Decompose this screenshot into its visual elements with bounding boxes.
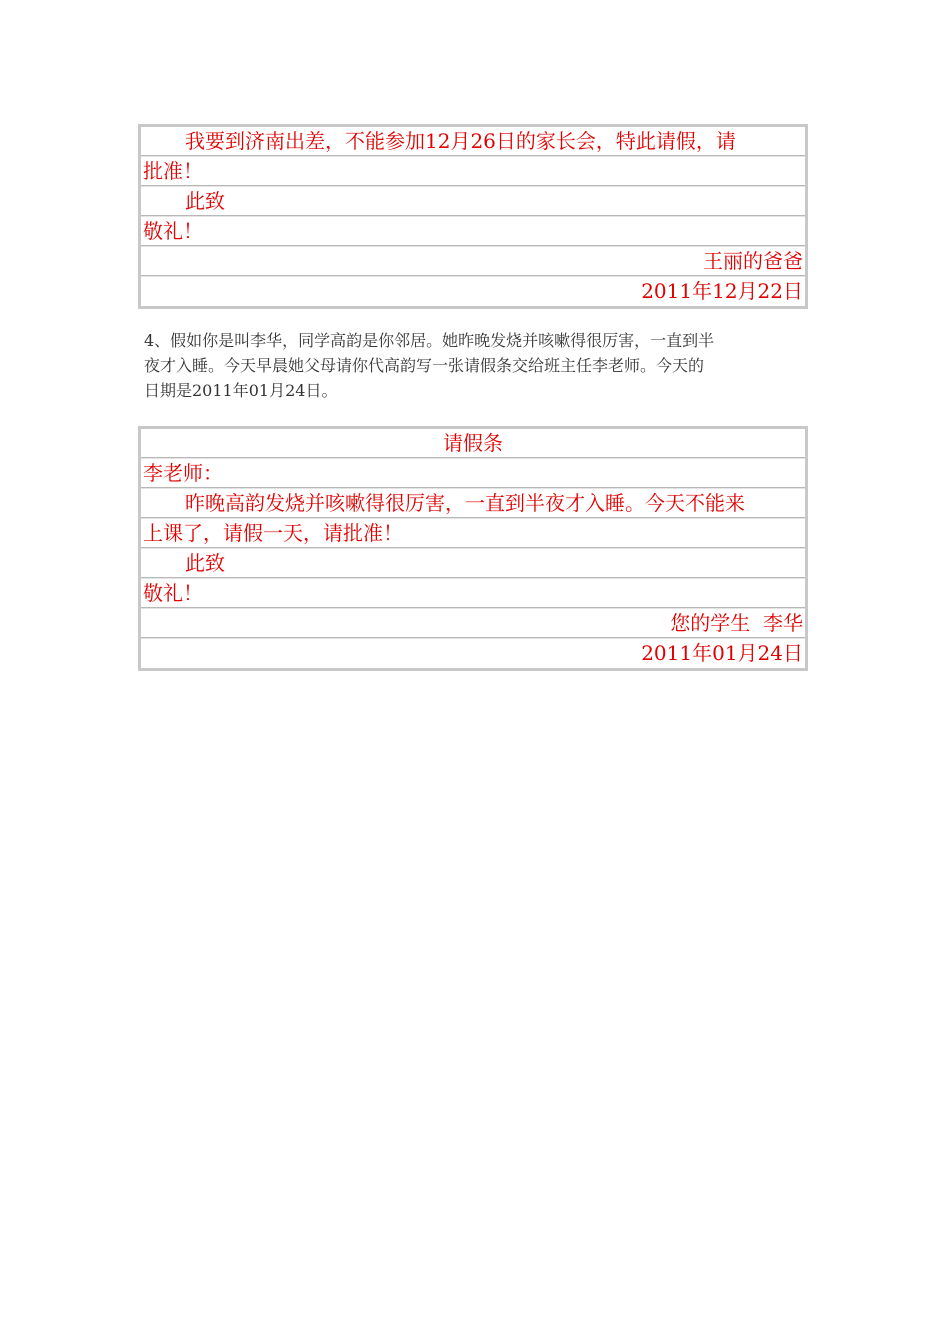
note2-closing-jing-li: 敬礼！ <box>141 579 805 608</box>
task-prompt <box>144 328 812 403</box>
note1-body-line-1: 我要到济南出差，不能参加12月26日的家长会，特此请假，请 <box>141 127 805 156</box>
note2-title: 请假条 <box>141 429 805 458</box>
task-line-1: 4、假如你是叫李华，同学高韵是你邻居。她昨晚发烧并咳嗽得很厉害，一直到半 <box>144 331 715 350</box>
leave-note-box-2 <box>138 426 808 671</box>
note2-body-line-2: 上课了，请假一天，请批准！ <box>141 519 805 548</box>
note2-signature: 您的学生 李华 <box>141 609 805 638</box>
note1-body-line-2: 批准！ <box>141 157 805 186</box>
task-line-3: 日期是2011年01月24日。 <box>144 381 338 400</box>
note2-closing-ci-zhi: 此致 <box>141 549 805 578</box>
note2-date: 2011年01月24日 <box>641 641 803 665</box>
task-line-2: 夜才入睡。今天早晨她父母请你代高韵写一张请假条交给班主任李老师。今天的 <box>144 356 705 375</box>
note2-body-line-1: 昨晚高韵发烧并咳嗽得很厉害，一直到半夜才入睡。今天不能来 <box>141 489 805 518</box>
note1-signature: 王丽的爸爸 <box>141 247 805 276</box>
note1-closing-ci-zhi: 此致 <box>141 187 805 216</box>
note1-date: 2011年12月22日 <box>641 279 803 303</box>
note2-salutation: 李老师： <box>141 459 805 488</box>
note1-closing-jing-li: 敬礼！ <box>141 217 805 246</box>
leave-note-box-1 <box>138 124 808 309</box>
